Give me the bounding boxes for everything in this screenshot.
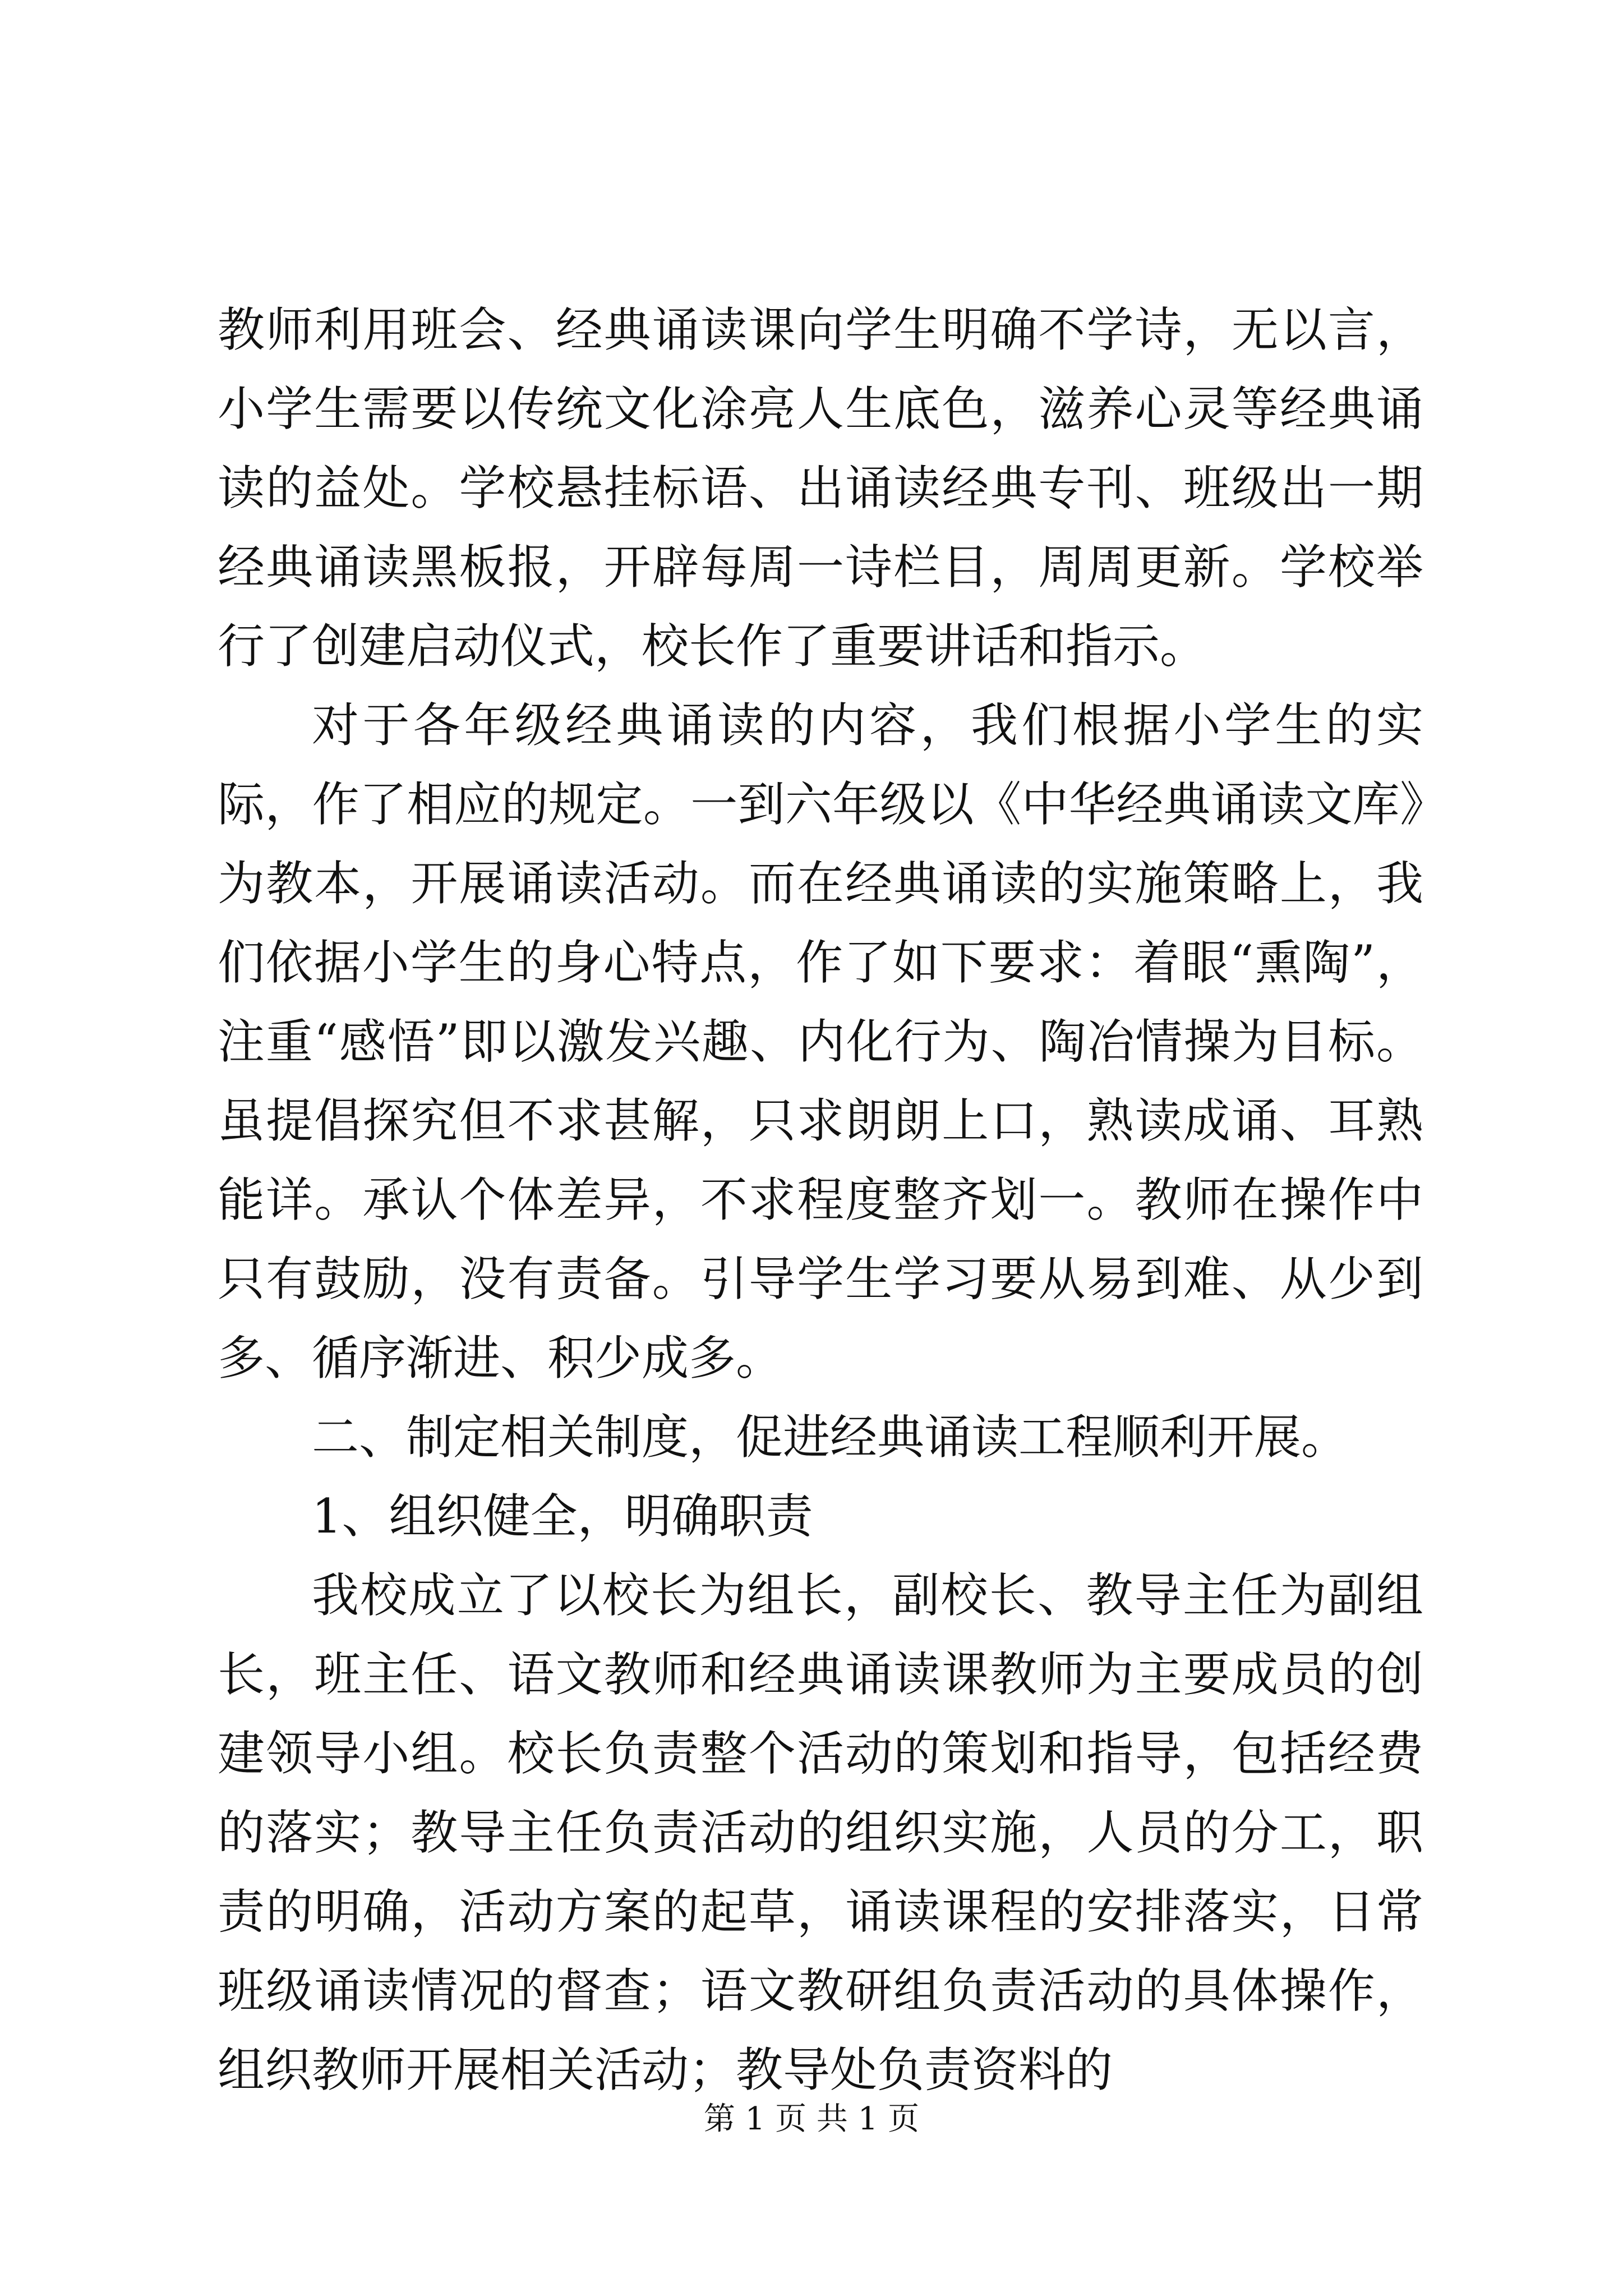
paragraph-organization: 我校成立了以校长为组长，副校长、教导主任为副组长，班主任、语文教师和经典诵读课教师为主要成员的创建领导小组。校长负责整个活动的策划和指导，包括经费的落实；教导主任负责活动的组织实施，人员的分工，职责的明确，活动方案的起草，诵读课程的安排落实，日常班级诵读情况的督查；语文教研组负责活动的具体操作，组织教师开展相关活动；教导处负责资料的 xyxy=(218,1568,1423,2097)
page-footer: 第 1 页 共 1 页 xyxy=(703,2101,920,2137)
document-body xyxy=(218,291,1423,2110)
section-heading: 二、制定相关制度，促进经典诵读工程顺利开展。 xyxy=(312,1410,1349,1465)
subsection-heading: 1、组织健全，明确职责 xyxy=(312,1489,813,1544)
paragraph-continuation: 教师利用班会、经典诵读课向学生明确不学诗，无以言，小学生需要以传统文化涂亮人生底色，滋养心灵等经典诵读的益处。学校悬挂标语、出诵读经典专刊、班级出一期经典诵读黑板报，开辟每周一诗栏目，周周更新。学校举行了创建启动仪式，校长作了重要讲话和指示。 xyxy=(218,302,1423,674)
paragraph-reading-content: 对于各年级经典诵读的内容，我们根据小学生的实际，作了相应的规定。一到六年级以《中华经典诵读文库》为教本，开展诵读活动。而在经典诵读的实施策略上，我们依据小学生的身心特点，作了如下要求：着眼“熏陶”，注重“感悟”即以激发兴趣、内化行为、陶冶情操为目标。虽提倡探究但不求甚解，只求朗朗上口，熟读成诵、耳熟能详。承认个体差异，不求程度整齐划一。教师在操作中只有鼓励，没有责备。引导学生学习要从易到难、从少到多、循序渐进、积少成多。 xyxy=(218,698,1423,1386)
